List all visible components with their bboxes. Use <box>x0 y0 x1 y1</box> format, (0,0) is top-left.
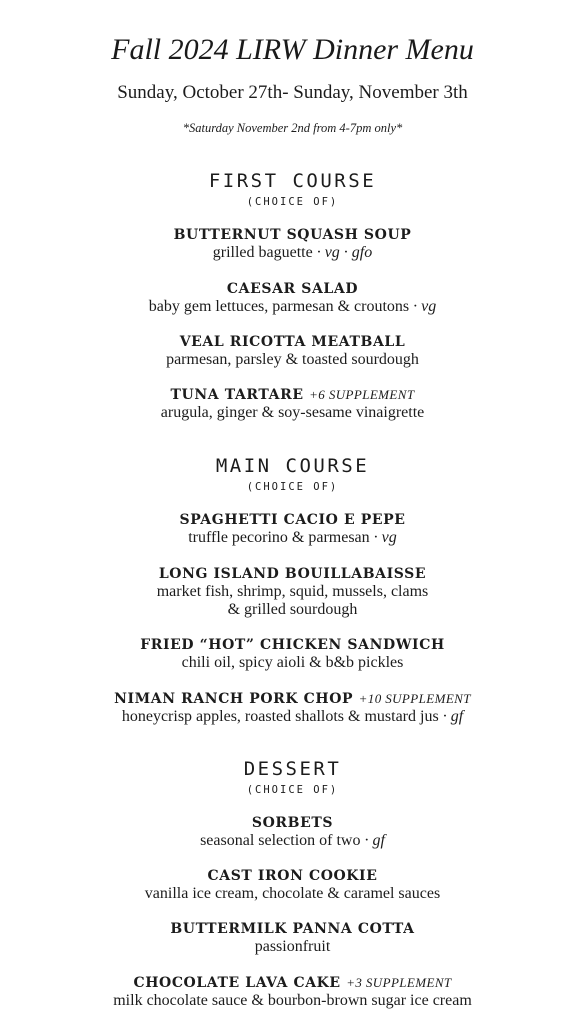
item-supplement: +3 SUPPLEMENT <box>346 975 452 990</box>
item-supplement: +6 SUPPLEMENT <box>309 387 415 402</box>
menu-item <box>0 636 585 672</box>
item-desc: parmesan, parsley & toasted sourdough <box>166 351 419 368</box>
menu-item <box>0 920 585 956</box>
menu-item <box>0 565 585 619</box>
section-subtitle-main-course: (CHOICE OF) <box>246 481 339 493</box>
menu-item <box>0 814 585 850</box>
menu-item <box>0 974 585 1010</box>
menu-item <box>0 867 585 903</box>
item-desc: passionfruit <box>254 938 331 955</box>
item-desc: market fish, shrimp, squid, mussels, clams <box>156 583 429 600</box>
item-desc: truffle pecorino & parmesan <box>188 529 370 546</box>
section-subtitle-dessert: (CHOICE OF) <box>246 784 339 796</box>
item-name: SPAGHETTI CACIO E PEPE <box>179 512 406 528</box>
menu-title: Fall 2024 LIRW Dinner Menu <box>111 33 474 66</box>
menu-item <box>0 511 585 547</box>
item-desc: honeycrisp apples, roasted shallots & mustard jus <box>121 708 439 725</box>
menu-item <box>0 333 585 369</box>
item-supplement: +10 SUPPLEMENT <box>358 691 471 706</box>
item-desc: seasonal selection of two <box>200 832 361 849</box>
menu-item <box>0 226 585 262</box>
item-tags: · vg <box>409 298 437 315</box>
item-desc: grilled baguette <box>212 244 313 261</box>
section-title-first-course: FIRST COURSE <box>208 170 377 192</box>
section-title-main-course: MAIN COURSE <box>215 455 370 477</box>
item-desc: baby gem lettuces, parmesan & croutons <box>148 298 410 315</box>
menu-item <box>0 386 585 422</box>
menu-dates: Sunday, October 27th- Sunday, November 3th <box>117 82 468 103</box>
section-title-dessert: DESSERT <box>243 758 342 780</box>
item-name: CHOCOLATE LAVA CAKE <box>133 975 341 991</box>
menu-item <box>0 280 585 316</box>
item-name: BUTTERNUT SQUASH SOUP <box>173 227 412 243</box>
item-desc: milk chocolate sauce & bourbon-brown sugar ice cream <box>113 992 472 1009</box>
menu-item <box>0 690 585 726</box>
item-tags: · gf <box>438 708 464 725</box>
item-name: TUNA TARTARE <box>170 387 304 403</box>
item-name: CAESAR SALAD <box>226 281 359 297</box>
item-name: LONG ISLAND BOUILLABAISSE <box>158 566 427 582</box>
item-name: BUTTERMILK PANNA COTTA <box>170 921 415 937</box>
item-name: NIMAN RANCH PORK CHOP <box>114 691 354 707</box>
item-name: CAST IRON COOKIE <box>207 868 378 884</box>
item-tags: · vg · gfo <box>312 244 373 261</box>
item-desc: chili oil, spicy aioli & b&b pickles <box>181 654 404 671</box>
item-desc-line2: & grilled sourdough <box>227 601 358 618</box>
item-tags: · vg <box>369 529 397 546</box>
item-name: VEAL RICOTTA MEATBALL <box>179 334 406 350</box>
item-desc: vanilla ice cream, chocolate & caramel sauces <box>144 885 441 902</box>
item-tags: · gf <box>360 832 385 849</box>
menu-note: *Saturday November 2nd from 4-7pm only* <box>182 121 403 135</box>
section-subtitle-first-course: (CHOICE OF) <box>246 196 339 208</box>
item-desc: arugula, ginger & soy-sesame vinaigrette <box>160 404 425 421</box>
item-name: SORBETS <box>251 815 334 831</box>
item-name: FRIED “HOT” CHICKEN SANDWICH <box>140 637 445 653</box>
